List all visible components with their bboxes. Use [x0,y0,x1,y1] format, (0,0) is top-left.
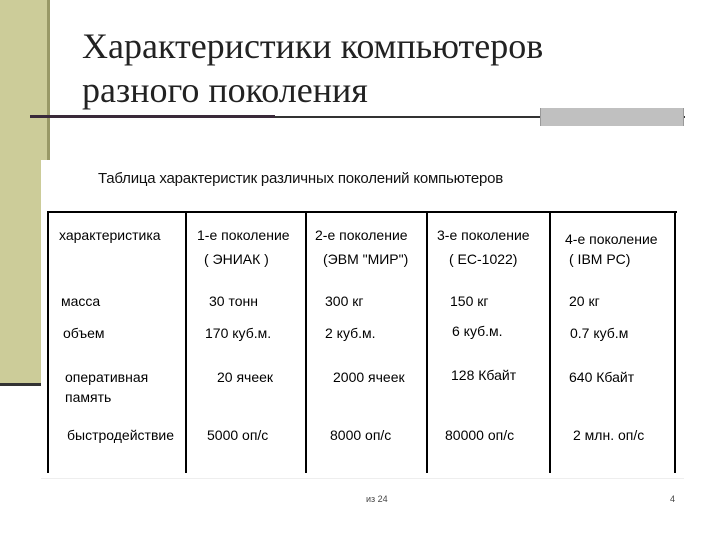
footer-total-pages: из 24 [366,494,388,504]
cell-volume-gen2: 2 куб.м. [325,325,376,341]
cell-speed-gen2: 8000 оп/с [330,427,392,443]
row-label-volume: объем [63,325,105,341]
header-gen2-machine: (ЭВМ "МИР") [323,251,409,267]
cell-speed-gen4: 2 млн. оп/с [573,427,645,443]
footer-page-number: 4 [670,494,676,504]
table-top-rule [47,211,601,213]
left-accent-rule [0,383,47,386]
cell-volume-gen1: 170 куб.м. [205,325,272,341]
header-gen1: 1-е поколение [197,227,290,243]
column-divider-4 [549,211,551,473]
cell-memory-gen3: 128 Кбайт [451,367,517,383]
cell-memory-gen2: 2000 ячеек [333,369,405,385]
row-label-memory: оперативная [65,369,149,385]
cell-mass-gen2: 300 кг [325,293,364,309]
column-divider-1 [185,211,187,473]
header-gen2: 2-е поколение [315,227,408,243]
header-gen3: 3-е поколение [437,227,530,243]
header-gen4-machine: ( IBM PC) [569,251,631,267]
cell-volume-gen4: 0.7 куб.м [570,325,629,341]
column-divider-2 [305,211,307,473]
row-label-memory-2: память [65,389,112,405]
characteristics-table [47,211,677,473]
header-characteristic: характеристика [59,227,161,243]
cell-memory-gen1: 20 ячеек [217,369,274,385]
slide-title [82,24,682,112]
title-underline-accent [30,115,275,118]
slide-title-line1: Характеристики компьютеров [82,26,544,66]
title-decor-block [540,108,684,126]
cell-mass-gen1: 30 тонн [209,293,258,309]
header-gen1-machine: ( ЭНИАК ) [204,251,269,267]
row-label-speed: быстродействие [67,427,174,443]
table-top-rule-right [551,211,677,213]
cell-speed-gen1: 5000 оп/с [207,427,269,443]
slide-title-line2: разного поколения [82,70,368,110]
column-divider-3 [426,211,428,473]
cell-speed-gen3: 80000 оп/с [445,427,515,443]
column-divider-0 [47,211,49,473]
cell-mass-gen4: 20 кг [569,293,600,309]
row-label-mass: масса [61,293,101,309]
cell-memory-gen4: 640 Кбайт [569,369,635,385]
column-divider-5 [674,211,676,473]
header-gen3-machine: ( ЕС-1022) [449,251,518,267]
cell-volume-gen3: 6 куб.м. [452,323,503,339]
header-gen4: 4-е поколение [565,231,658,247]
cell-mass-gen3: 150 кг [450,293,489,309]
table-caption: Таблица характеристик различных поколений компьютеров [98,170,504,187]
